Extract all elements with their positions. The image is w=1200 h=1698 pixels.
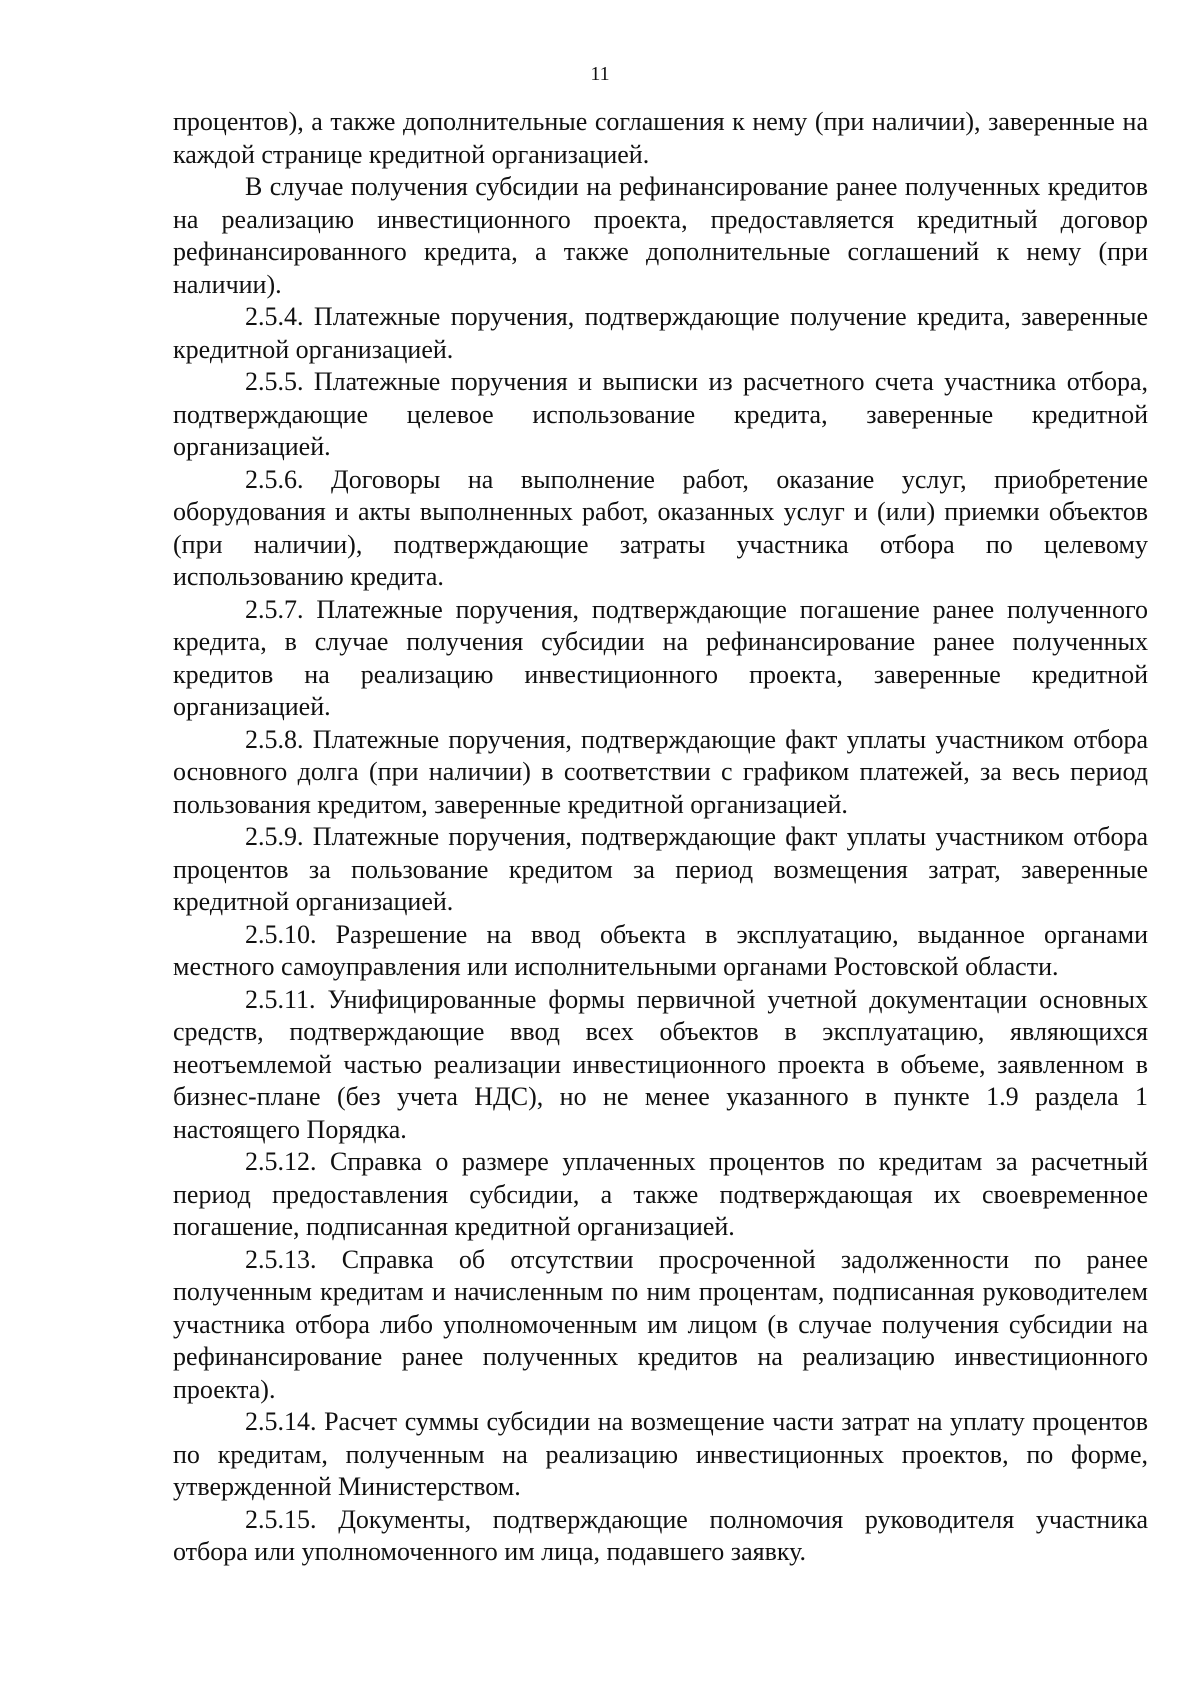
paragraph-2-5-6: 2.5.6. Договоры на выполнение работ, оказание услуг, приобретение оборудования и акты выполненных работ, оказанных услуг и (или) приемки объектов (при наличии), подтверждающие затраты участника отбора по целевому использованию кредита. (173, 464, 1148, 591)
paragraph-2-5-13: 2.5.13. Справка об отсутствии просроченной задолженности по ранее полученным кредитам и начисленным по ним процентам, подписанная руководителем участника отбора либо уполномоченным им лицом (в случае получения субсидии на рефинансирование ранее полученных кредитов на реализацию инвестиционного проекта). (173, 1244, 1148, 1404)
paragraph-2-5-4: 2.5.4. Платежные поручения, подтверждающие получение кредита, заверенные кредитной организацией. (173, 302, 1148, 364)
paragraph-2-5-7: 2.5.7. Платежные поручения, подтверждающие погашение ранее полученного кредита, в случае получения субсидии на рефинансирование ранее полученных кредитов на реализацию инвестиционного проекта, заверенные кредитной организацией. (173, 594, 1148, 721)
paragraph-2-5-5: 2.5.5. Платежные поручения и выписки из расчетного счета участника отбора, подтверждающие целевое использование кредита, заверенные кредитной организацией. (173, 367, 1148, 461)
paragraph-2-5-8: 2.5.8. Платежные поручения, подтверждающие факт уплаты участником отбора основного долга (при наличии) в соответствии с графиком платежей, за весь период пользования кредитом, заверенные кредитной организацией. (173, 724, 1148, 819)
paragraph-refinancing-note: В случае получения субсидии на рефинансирование ранее полученных кредитов на реализацию инвестиционного проекта, предоставляется кредитный договор рефинансированного кредита, а также дополнительные соглашений к нему (при наличии). (173, 172, 1148, 299)
paragraph-2-5-15: 2.5.15. Документы, подтверждающие полномочия руководителя участника отбора или уполномоченного им лица, подавшего заявку. (173, 1504, 1148, 1566)
paragraph-2-5-10: 2.5.10. Разрешение на ввод объекта в эксплуатацию, выданное органами местного самоуправления или исполнительными органами Ростовской области. (173, 919, 1148, 981)
paragraph-continuation: процентов), а также дополнительные соглашения к нему (при наличии), заверенные на каждой странице кредитной организацией. (173, 107, 1148, 169)
document-body (173, 106, 1148, 1569)
paragraph-2-5-12: 2.5.12. Справка о размере уплаченных процентов по кредитам за расчетный период предоставления субсидии, а также подтверждающая их своевременное погашение, подписанная кредитной организацией. (173, 1147, 1148, 1241)
paragraph-2-5-11: 2.5.11. Унифицированные формы первичной учетной документации основных средств, подтверждающие ввод всех объектов в эксплуатацию, являющихся неотъемлемой частью реализации инвестиционного проекта в объеме, заявленном в бизнес-плане (без учета НДС), но не менее указанного в пункте 1.9 раздела 1 настоящего Порядка. (173, 984, 1148, 1144)
page-number: 11 (590, 63, 610, 85)
paragraph-2-5-9: 2.5.9. Платежные поручения, подтверждающие факт уплаты участником отбора процентов за пользование кредитом за период возмещения затрат, заверенные кредитной организацией. (173, 822, 1148, 916)
paragraph-2-5-14: 2.5.14. Расчет суммы субсидии на возмещение части затрат на уплату процентов по кредитам, полученным на реализацию инвестиционных проектов, по форме, утвержденной Министерством. (173, 1407, 1148, 1501)
